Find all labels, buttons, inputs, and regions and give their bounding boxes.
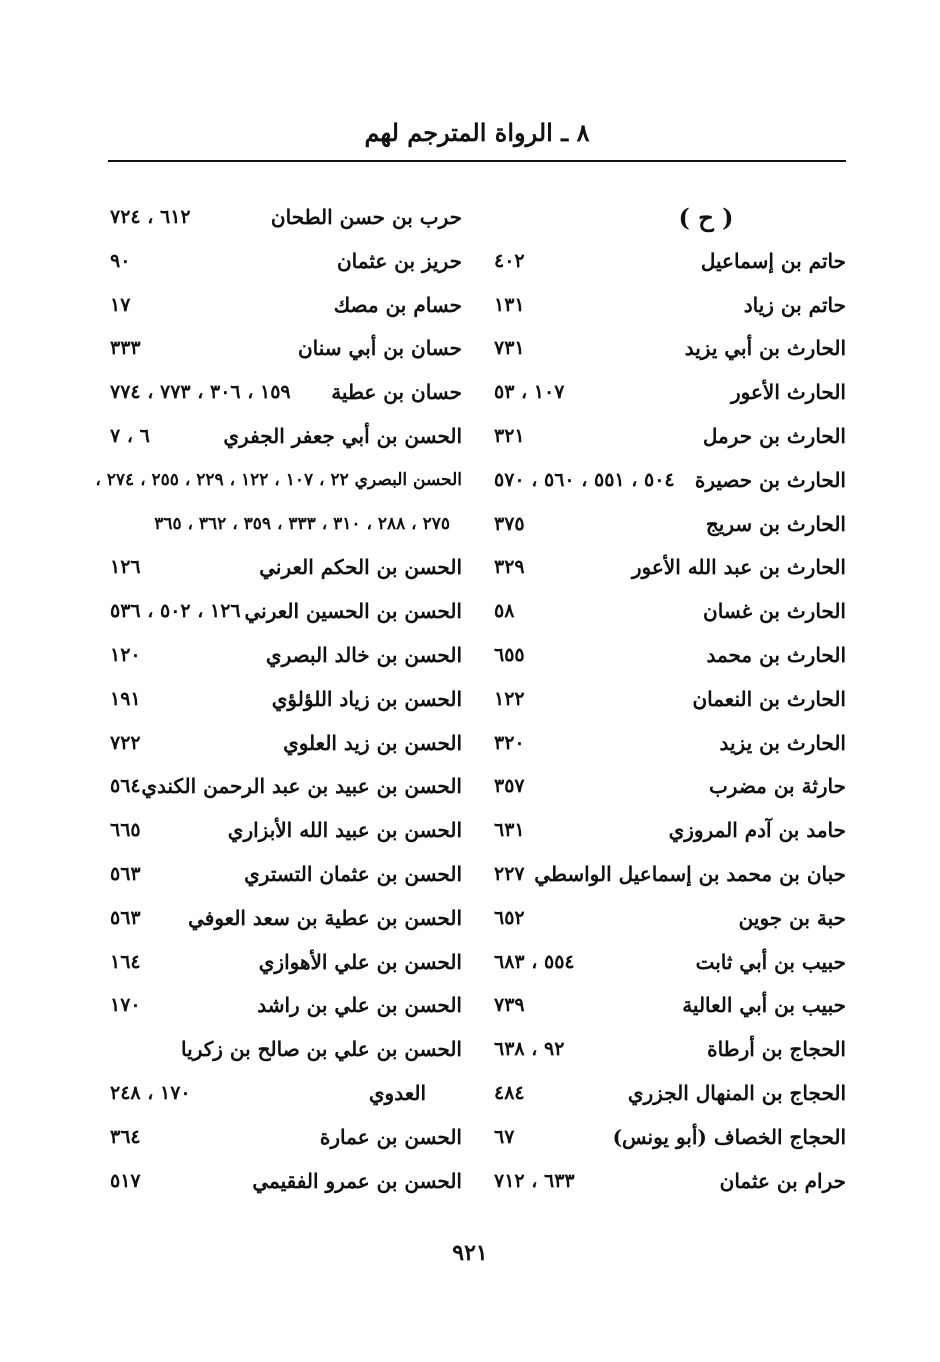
index-entry <box>102 765 462 809</box>
entry-pages: ٣٥٧ <box>494 775 525 798</box>
entry-pages: ٦١٢ ، ٧٢٤ <box>110 206 191 228</box>
index-entry <box>486 941 846 985</box>
entry-name: الحسن بن علي بن راشد <box>257 993 462 1018</box>
entry-name: الحارث بن سريج <box>705 511 846 536</box>
entry-name: حاتم بن إسماعيل <box>700 248 846 273</box>
entry-pages: ٦٣١ <box>494 819 525 842</box>
entry-pages: ٣٢٩ <box>494 556 525 579</box>
entry-name: حسان بن عطية <box>331 380 462 405</box>
entry-pages: ٣٢١ <box>494 424 525 447</box>
entry-name: حاتم بن زياد <box>743 292 846 317</box>
page-number: ٩٢١ <box>452 1240 488 1266</box>
index-entry <box>102 503 462 547</box>
index-entry <box>486 503 846 547</box>
entry-pages: ٥٥٤ ، ٦٨٣ <box>494 950 575 973</box>
index-entry <box>486 546 846 590</box>
entry-name: الحارث بن غسان <box>703 599 846 624</box>
entry-name: الحارث بن أبي يزيد <box>684 336 846 361</box>
index-entry <box>102 1116 462 1160</box>
index-entry <box>486 897 846 941</box>
entry-name: حبيب بن أبي ثابت <box>695 949 846 974</box>
index-entry <box>102 678 462 722</box>
entry-pages: ٥٦٣ <box>110 862 141 885</box>
entry-pages: ٧٢٢ <box>110 731 141 754</box>
entry-pages: ٢٢٧ <box>494 862 525 885</box>
entry-pages: ٥٦٤ <box>110 775 141 798</box>
right-index-column <box>486 196 846 1203</box>
entry-name: حرام بن عثمان <box>719 1168 846 1193</box>
entry-pages: ٥١٧ <box>110 1169 141 1192</box>
index-entry <box>486 371 846 415</box>
entry-name: حبان بن محمد بن إسماعيل الواسطي <box>534 861 846 886</box>
entry-name: الحسن بن خالد البصري <box>265 642 462 667</box>
entry-name: الحسن بن الحكم العرني <box>259 555 462 580</box>
index-entry <box>486 765 846 809</box>
entry-pages: ٤٠٢ <box>494 249 525 272</box>
page-header: ٨ ـ الرواة المترجم لهم <box>364 118 590 147</box>
entry-name: الحسن بن علي الأهوازي <box>258 949 462 974</box>
entry-name: الحسن البصري ٢٢ ، ١٠٧ ، ١٢٢ ، ٢٢٩ ، ٢٥٥ ، ٢٧٤ ، <box>95 469 462 490</box>
index-entry <box>102 897 462 941</box>
entry-pages: ٦ ، ٧ <box>110 424 150 447</box>
index-entry <box>102 722 462 766</box>
entry-name: العدوي <box>368 1080 426 1105</box>
entry-name: حامد بن آدم المروزي <box>668 818 846 843</box>
entry-name: الحسن بن زياد اللؤلؤي <box>271 686 462 711</box>
index-entry <box>102 415 462 459</box>
entry-name: حرب بن حسن الطحان <box>270 205 462 229</box>
entry-pages: ١٢٠ <box>110 643 141 666</box>
entry-pages: ١٢٦ <box>110 556 141 579</box>
entry-pages: ١٠٧ ، ٥٣ <box>494 381 565 404</box>
index-entry <box>486 590 846 634</box>
entry-name: الحسن بن زيد العلوي <box>283 730 462 755</box>
index-entry <box>102 240 462 284</box>
entry-pages: ٣٧٥ <box>494 512 525 535</box>
entry-name: حارثة بن مضرب <box>708 774 846 799</box>
entry-pages: ١٧٠ <box>110 994 141 1017</box>
index-entry <box>486 853 846 897</box>
index-entry <box>486 678 846 722</box>
index-entry <box>486 809 846 853</box>
index-entry <box>486 240 846 284</box>
entry-pages: ٦٧ <box>494 1125 515 1148</box>
index-entry <box>102 284 462 328</box>
entry-pages: ٥٦٣ <box>110 906 141 929</box>
entry-name: الحسن بن عبيد بن عبد الرحمن الكندي <box>141 774 462 799</box>
entry-pages: ١٥٩ ، ٣٠٦ ، ٧٧٣ ، ٧٧٤ <box>110 381 291 404</box>
entry-name: الحسن بن علي بن صالح بن زكريا <box>181 1037 462 1062</box>
entry-pages: ١٧ <box>110 293 131 316</box>
entry-name: حبة بن جوين <box>738 905 846 930</box>
entry-name: الحسن بن عطية بن سعد العوفي <box>188 905 462 930</box>
index-entry <box>486 1028 846 1072</box>
index-entry <box>486 1160 846 1204</box>
entry-name: الحسن بن الحسين العرني <box>244 599 462 624</box>
entry-pages: ١٢٢ <box>494 687 525 710</box>
entry-pages: ٧٣٩ <box>494 994 525 1017</box>
entry-pages: ٥٠٤ ، ٥٥١ ، ٥٦٠ ، ٥٧٠ <box>494 468 675 491</box>
index-entry <box>486 984 846 1028</box>
index-entry <box>486 284 846 328</box>
header-rule <box>108 160 846 162</box>
index-entry <box>486 634 846 678</box>
index-entry <box>102 327 462 371</box>
index-entry <box>95 459 462 503</box>
index-entry <box>102 941 462 985</box>
entry-name: الحسن بن عمرو الفقيمي <box>252 1168 462 1193</box>
entry-name: حسام بن مصك <box>333 292 462 317</box>
entry-name: الحارث بن محمد <box>706 642 846 667</box>
entry-name: الحارث بن النعمان <box>692 686 846 711</box>
index-entry <box>102 196 462 240</box>
entry-name: الحارث بن حصيرة <box>694 467 846 492</box>
entry-name: ٢٧٥ ، ٢٨٨ ، ٣١٠ ، ٣٣٣ ، ٣٥٩ ، ٣٦٢ ، ٣٦٥ <box>154 513 450 534</box>
entry-pages: ٦٣٣ ، ٧١٢ <box>494 1169 575 1192</box>
entry-pages: ١٣١ <box>494 293 525 316</box>
index-entry <box>102 371 462 415</box>
index-entry <box>486 1116 846 1160</box>
index-entry <box>102 809 462 853</box>
index-entry <box>486 459 846 503</box>
entry-name: الحسن بن عثمان التستري <box>244 861 462 886</box>
index-entry <box>102 1072 462 1116</box>
entry-name: الحسن بن عمارة <box>319 1124 462 1149</box>
entry-pages: ٣٢٠ <box>494 731 525 754</box>
entry-pages: ٦٥٥ <box>494 643 525 666</box>
index-entry <box>486 1072 846 1116</box>
entry-pages: ١٦٤ <box>110 950 141 973</box>
entry-pages: ٩٢ ، ٦٣٨ <box>494 1038 565 1061</box>
entry-name: الحسن بن عبيد الله الأبزاري <box>227 818 462 843</box>
entry-name: الحجاج الخصاف (أبو يونس) <box>612 1124 846 1149</box>
entry-name: الحجاج بن المنهال الجزري <box>627 1080 846 1105</box>
index-entry <box>102 984 462 1028</box>
entry-pages: ٣٣٣ <box>110 337 141 360</box>
entry-pages: ١٢٦ ، ٥٠٢ ، ٥٣٦ <box>110 600 241 623</box>
entry-pages: ٧٣١ <box>494 337 525 360</box>
index-entry <box>102 853 462 897</box>
entry-name: الحارث بن حرمل <box>702 423 846 448</box>
index-entry <box>102 634 462 678</box>
index-entry <box>102 1028 462 1072</box>
entry-name: الحارث بن عبد الله الأعور <box>631 555 846 580</box>
index-entry <box>102 590 462 634</box>
entry-name: حبيب بن أبي العالية <box>682 993 846 1018</box>
index-entry <box>102 1160 462 1204</box>
section-heading: ( ح ) <box>678 203 734 232</box>
entry-name: الحارث بن يزيد <box>719 730 846 755</box>
entry-pages: ٩٠ <box>110 249 131 272</box>
index-entry <box>102 546 462 590</box>
entry-name: حريز بن عثمان <box>336 248 462 273</box>
entry-name: الحارث الأعور <box>731 380 846 405</box>
entry-pages: ١٩١ <box>110 687 141 710</box>
entry-name: حسان بن أبي سنان <box>297 336 462 361</box>
entry-name: الحجاج بن أرطاة <box>707 1037 846 1062</box>
entry-name: الحسن بن أبي جعفر الجفري <box>223 423 462 448</box>
entry-pages: ٤٨٤ <box>494 1081 525 1104</box>
index-entry <box>486 415 846 459</box>
left-index-column <box>95 196 462 1203</box>
index-entry <box>486 722 846 766</box>
entry-pages: ١٧٠ ، ٢٤٨ <box>110 1081 191 1104</box>
entry-pages: ٦٥٢ <box>494 906 525 929</box>
entry-pages: ٣٦٤ <box>110 1125 141 1148</box>
index-entry <box>486 327 846 371</box>
entry-pages: ٦٦٥ <box>110 819 141 842</box>
entry-pages: ٥٨ <box>494 600 515 623</box>
